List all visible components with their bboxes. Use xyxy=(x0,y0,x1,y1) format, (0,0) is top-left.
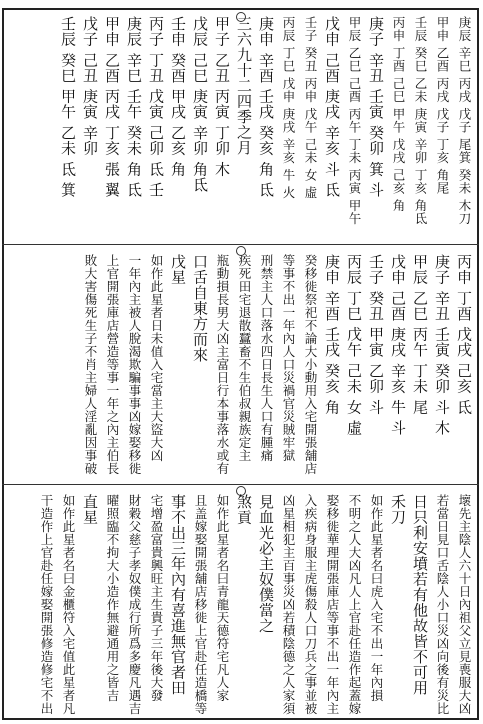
text-column: 凶星相犯主百事災凶若積陰德之人家須 xyxy=(281,494,296,715)
panel-top xyxy=(8,14,475,242)
text-column: 上官開張庫店營造等事一年之內主伯長 xyxy=(105,254,120,475)
text-column: 見血光必主奴僕當之 xyxy=(257,494,275,634)
text-column: 庚辰 辛巳 壬午 癸未 角 氐 xyxy=(125,16,143,198)
text-column: 入疾病身服主虎傷殺人口刀兵之事並被 xyxy=(303,494,318,715)
text-column: 三六九十二四季之月 xyxy=(235,16,253,156)
text-column: 庚申 辛酉 壬戌 癸亥 角 xyxy=(323,254,341,415)
text-column: 丙辰 丁巳 戊午 己未 女 虛 xyxy=(345,254,363,436)
text-column: 敗大害傷死生子不肖主婦人淫亂因事破 xyxy=(83,254,98,475)
divider-top xyxy=(2,244,479,245)
text-column: 庚子 辛丑 壬寅 癸卯 箕 斗 xyxy=(367,16,385,198)
text-column: 瓶動損長男大凶主富日行本事落水或有 xyxy=(215,254,230,475)
text-column: 疾死田宅退散蠶畜不生伯叔親族定主 xyxy=(237,254,252,462)
text-column: 若當日見口舌陰人小口災凶向後有災比 xyxy=(435,494,450,715)
text-column: 丙申 丁酉 戊戌 己亥 氐 xyxy=(455,254,473,415)
text-column: 甲申 乙酉 丙戌 戊子 丁亥 角尾 xyxy=(435,16,450,195)
text-column: 壬辰 癸巳 乙未 庚寅 辛卯 丁亥 角氐 xyxy=(413,16,428,225)
text-column: 直星 xyxy=(81,494,99,525)
text-column: 日只利安墳若有他故皆不可用 xyxy=(411,494,429,696)
text-column: 禾刀 xyxy=(389,494,407,525)
text-column: 戊申 己酉 庚戌 辛亥 牛 斗 xyxy=(389,254,407,436)
text-column: 娶移徙華理開張庫店等事不出一年內主 xyxy=(325,494,340,715)
text-column: 煞貢 xyxy=(235,494,253,525)
text-column: 戊子 己丑 庚寅 辛卯 xyxy=(81,16,99,156)
text-column: 壬子 癸丑 甲寅 乙卯 斗 xyxy=(367,254,385,415)
text-column: 戊辰 己巳 庚寅 辛卯 角氐 xyxy=(191,16,209,193)
text-column: 財穀父慈子孝奴僕成行所爲多慶凡遇吉 xyxy=(127,494,142,715)
text-column: 丙申 丁酉 己巳 甲午 戊戌 己亥 角 xyxy=(391,16,406,212)
text-column: 戊星 xyxy=(169,254,187,285)
text-column: 庚辰 辛巳 丙戌 戊子 尾箕 癸未 木刀 xyxy=(457,16,472,225)
text-column: 壞先主陰人六十日內祖父立見喪服大凶 xyxy=(457,494,472,715)
text-column: 甲子 乙丑 丙寅 丁卯 木 xyxy=(213,16,231,177)
text-column: 庚子 辛丑 壬寅 癸卯 斗 木 xyxy=(433,254,451,436)
text-column: 如作此星者名曰金櫃符入宅值此星者凡 xyxy=(61,494,76,715)
divider-bottom xyxy=(2,484,479,485)
text-column: 壬辰 癸巳 甲午 乙未 氐 箕 xyxy=(59,16,77,198)
text-column: 如作此星者名曰青龍天德符宅凡人家 xyxy=(215,494,230,702)
text-column: 事不出三年內有喜進無官者田 xyxy=(169,494,187,696)
text-column: 且盖嫁娶開張舖店移徙上官赴任造橋等 xyxy=(193,494,208,715)
text-column: 甲辰 乙巳 丙午 丁未 尾 xyxy=(411,254,429,415)
text-column: 曜照臨不拘大小造作無避通用之皆吉 xyxy=(105,494,120,702)
text-columns xyxy=(8,252,475,482)
text-column: 等事不出一年內人口災禍官災賊牢獄 xyxy=(281,254,296,462)
text-column: 壬申 癸酉 甲戌 乙亥 角 xyxy=(169,16,187,177)
text-column: 不明之人大凶凡人上官赴任造作起蓋嫁 xyxy=(347,494,362,715)
text-column: 口舌自東方而來 xyxy=(191,254,209,363)
panel-bottom xyxy=(8,492,475,718)
text-column: 甲辰 乙巳 己酉 丙午 丁未 丙寅 甲午 xyxy=(347,16,362,225)
text-column: 一年內主被人脫渴欺騙事事凶嫁娶移徙 xyxy=(127,254,142,475)
panel-middle xyxy=(8,252,475,482)
text-column: 刑禁主人口落水四日長生人口有腫痛 xyxy=(259,254,274,462)
text-column: 庚申 辛酉 壬戌 癸亥 角 氐 xyxy=(257,16,275,198)
text-column: 丙子 丁丑 戊寅 己卯 氐 壬 xyxy=(147,16,165,198)
text-columns xyxy=(8,492,475,718)
text-column: 宅增盈富貴興旺主生貴子三年後大發 xyxy=(149,494,164,702)
text-column: 癸移徙祭祀不論大小動用入宅開張舖店 xyxy=(303,254,318,475)
text-column: 甲申 乙酉 丙戌 丁亥 張 翼 xyxy=(103,16,121,198)
text-column: 如作此星者日未值入宅當主大盜大凶 xyxy=(149,254,164,462)
text-column: 干造作上官赴任嫁娶開張修造修宅不出 xyxy=(39,494,54,715)
text-column: 壬子 癸丑 丙申 戊午 己未 女 虛 xyxy=(303,16,318,199)
text-column: 丙辰 丁巳 戊申 庚戌 辛亥 牛 火 xyxy=(281,16,296,199)
text-columns xyxy=(8,14,475,242)
text-column: 如作此星者名曰虎入宅不出一年內損 xyxy=(369,494,384,702)
text-column: 戊申 己酉 庚戌 辛亥 斗 氐 xyxy=(323,16,341,198)
